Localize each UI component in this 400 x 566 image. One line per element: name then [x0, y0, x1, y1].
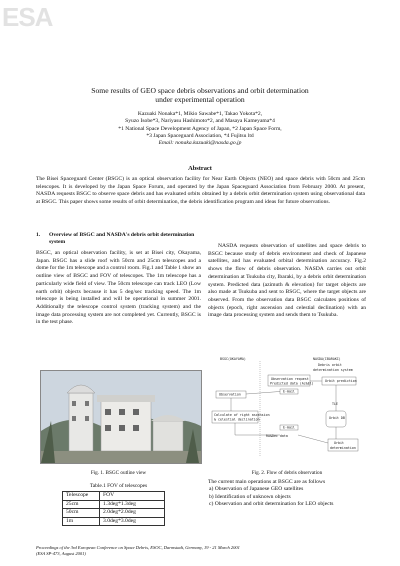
- flow-orbit-db-label: Orbit DB: [329, 416, 345, 420]
- paper-title: [40, 86, 360, 104]
- flow-request: Observation request: [271, 377, 309, 381]
- list-item: a) Observation of Japanese GEO satellites: [209, 486, 304, 493]
- proceedings-footer: [36, 545, 336, 557]
- section-number: 1.: [36, 232, 41, 238]
- flow-observation: Observation: [219, 392, 241, 397]
- bsgc-outline-photo: [40, 370, 202, 464]
- section-1-heading: [36, 232, 201, 246]
- table-cell: 25cm: [63, 500, 100, 509]
- flow-od: Orbit: [334, 441, 344, 445]
- operations-intro: The current main operations at BSGC are as follows: [208, 479, 326, 485]
- flow-right-title: NASDA(IBARAKI): [313, 357, 341, 361]
- flow-predicted: Predicted data (Az&El): [270, 381, 314, 386]
- author-email: Email: nonaka.kazuaki@nasda.go.jp: [158, 140, 242, 147]
- table-cell: 1m: [63, 517, 100, 526]
- flow-calc: Calculate of right ascension: [214, 413, 270, 417]
- author-names-2: Syuzo Isobe*3, Nariyasu Hashimoto*2, and Masaya Kameyama*4: [125, 118, 275, 125]
- paper-title-line2: under experimental operation: [155, 95, 245, 104]
- section-title: Overview of BSGC and NASDA's debris orbit determination system: [49, 232, 195, 246]
- flow-ra-data: RA&Dec data: [266, 434, 288, 438]
- affiliation-2: *3 Japan Spaceguard Association, *4 Fujitsu ltd: [146, 132, 254, 139]
- table-row: [63, 500, 165, 509]
- operations-list: [208, 479, 368, 509]
- table-cell: 2.0deg*2.0deg: [100, 509, 165, 518]
- affiliation-1: *1 National Space Development Agency of Japan, *2 Japan Space Form,: [118, 125, 282, 132]
- flow-email-2: E-mail: [283, 425, 295, 430]
- table-cell: 50cm: [63, 509, 100, 518]
- table-header-cell: FOV: [100, 492, 165, 501]
- flow-od-2: determination: [330, 446, 356, 450]
- flow-right-sub1: Debris orbit: [318, 363, 342, 367]
- flow-email-1: E-mail: [283, 389, 295, 394]
- table-row: [63, 517, 165, 526]
- flow-tle: TLE: [332, 402, 338, 406]
- table-cell: 3.0deg*3.0deg: [100, 517, 165, 526]
- figure-2-caption: Fig. 2. Flow of debris observation: [251, 470, 323, 476]
- author-names: Kazuaki Nonaka*1, Mikio Sawabe*1, Takao Yokota*2,: [137, 111, 263, 117]
- paper-title-line1: Some results of GEO space debris observations and orbit determination: [91, 86, 309, 95]
- footer-line-2: (ESA SP-473, August 2001): [36, 551, 86, 556]
- debris-observation-flow-diagram: [210, 353, 368, 463]
- table-header-cell: Telescope: [63, 492, 100, 501]
- list-item: b) Identification of unknown objects: [209, 493, 291, 500]
- body-text-left: BSGC, an optical observation facility, is set at Bisei city, Okayama, Japan. BSGC has a slide roof with 50cm and 25cm telescopes and a dome for the 1m telescope and a control room. Fig.1 and Table 1 show an outline view of BSGC and FOV of telescopes. The 1m telescope has a particularly wide field of view. The 50cm telescope can track LEO (Low earth orbit) objects because it has 5 deg/sec tracking speed. The 1m telescope is being installed and will be operational in summer 2001. Additionally the telescope control system (tracking system) and the image data processing system are not completed yet. Currently, BSGC is in the test phase.: [36, 250, 201, 326]
- author-block: [40, 111, 360, 147]
- footer-line-1: Proceedings of the 3rd European Conference on Space Debris, ESOC, Darmstadt, Germany, 19 - 21 March 2001: [36, 545, 240, 550]
- table-1-caption: Table.1 FOV of telescopes: [89, 483, 148, 489]
- flow-right-sub2: determination system: [313, 368, 353, 372]
- list-item: c) Observation and orbit determination for LEO objects: [209, 501, 334, 508]
- abstract-text: The Bisei Spaceguard Center (BSGC) is an optical observation facility for Near Earth Objects (NEO) and space debris with 50cm and 25cm telescopes. It is developed by the Japan Space Forum, and operated by the Japan Spaceguard Association from February 2000. At present, NASDA requests BSGC to observe space debris and has evaluated orbits obtained by a debris orbit determination system using observational data at BSGC. This paper shows some results of orbit determination, the debris identification program and ideas for future observations.: [36, 176, 365, 205]
- table-row: [63, 509, 165, 518]
- table-cell: 1.3deg*1.3deg: [100, 500, 165, 509]
- flow-orbit-prediction: Orbit prediction: [325, 379, 357, 383]
- fov-table: [62, 491, 165, 526]
- body-text-right: NASDA requests observation of satellites and space debris to BSGC because study of debris environment and check of Japanese satellites, and has evaluated orbital determination accuracy. Fig.2 shows the flow of debris observation. NASDA carries out orbit determination at Tsukuba city, Ibaraki, by a debris orbit determination system. Predicted data (azimuth & elevation) for target objects are also made at Tsukuba and sent to BSGC, where the target objects are observed. From the observation data BSGC calculates positions of objects (epoch, right ascension and celestial declination) with an image data processing system and sends them to Tsukuba.: [208, 243, 366, 319]
- flow-calc-2: & celestial declination: [214, 417, 260, 422]
- figure-1-caption: Fig. 1. BSGC outline view: [90, 470, 147, 476]
- abstract-heading: Abstract: [188, 165, 212, 172]
- esa-watermark-logo: ESA: [2, 2, 53, 32]
- observatory-illustration: [41, 371, 201, 463]
- table-header-row: [63, 492, 165, 501]
- flow-left-title: BSGC(OKAYAMA): [220, 357, 246, 361]
